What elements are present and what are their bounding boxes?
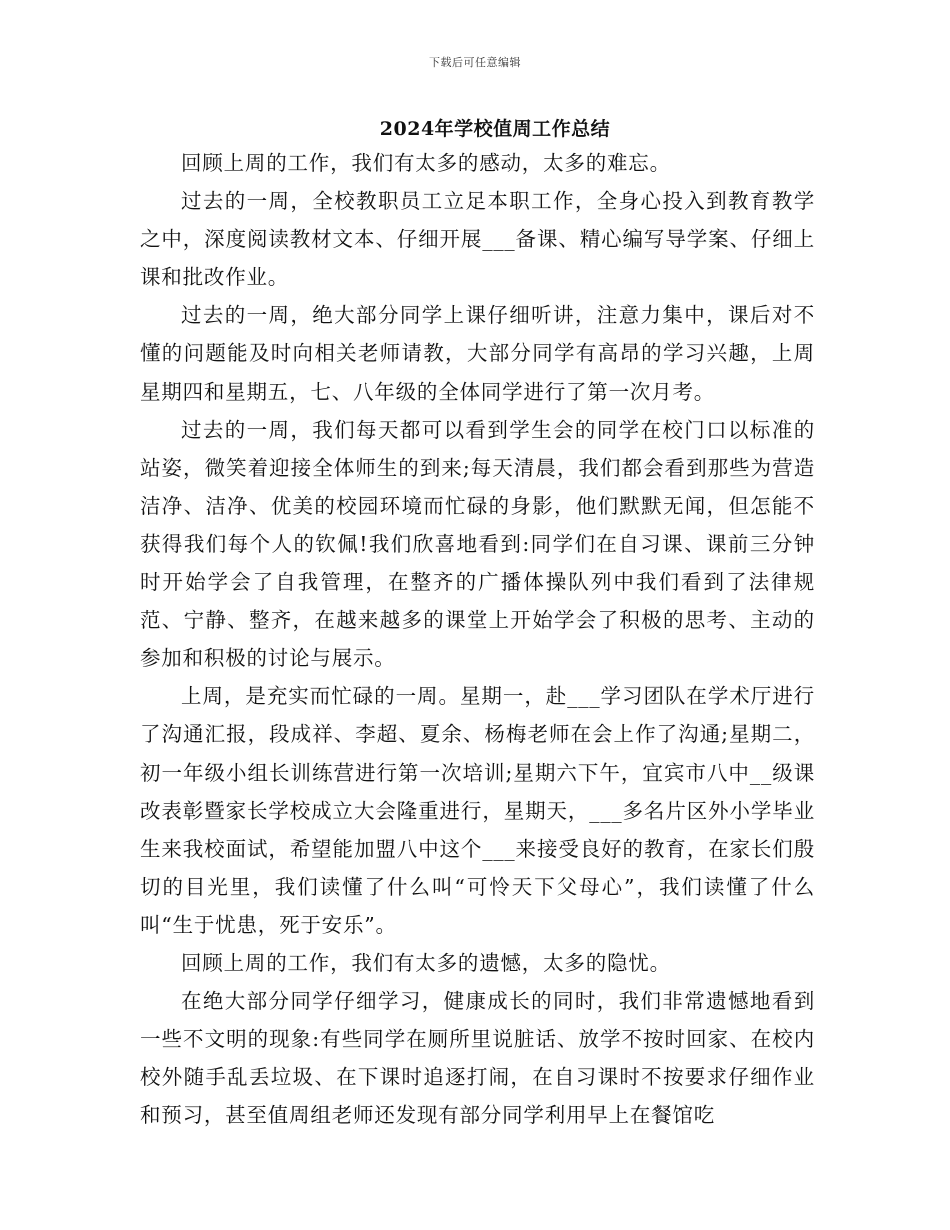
paragraph: 过去的一周，绝大部分同学上课仔细听讲，注意力集中，课后对不懂的问题能及时向相关老师请教，大部分同学有高昂的学习兴趣，上周星期四和星期五，七、八年级的全体同学进行了第一次月考。 <box>140 303 815 404</box>
paragraph: 过去的一周，全校教职员工立足本职工作，全身心投入到教育教学之中，深度阅读教材文本、仔细开展___备课、精心编写导学案、仔细上课和批改作业。 <box>140 189 815 290</box>
paragraph: 在绝大部分同学仔细学习，健康成长的同时，我们非常遗憾地看到一些不文明的现象:有些同学在厕所里说脏话、放学不按时回家、在校内校外随手乱丢垃圾、在下课时追逐打闹，在自习课时不按要求仔细作业和预习，甚至值周组老师还发现有部分同学利用早上在餐馆吃 <box>140 989 815 1128</box>
document-body <box>140 144 815 1134</box>
paragraph: 上周，是充实而忙碌的一周。星期一，赴___学习团队在学术厅进行了沟通汇报，段成祥、李超、夏余、杨梅老师在会上作了沟通;星期二，初一年级小组长训练营进行第一次培训;星期六下午，宜宾市八中__级课改表彰暨家长学校成立大会隆重进行，星期天，___多名片区外小学毕业生来我校面试，希望能加盟八中这个___来接受良好的教育，在家长们殷切的目光里，我们读懂了什么叫“可怜天下父母心”，我们读懂了什么叫“生于忧患，死于安乐”。 <box>140 684 815 937</box>
paragraph: 过去的一周，我们每天都可以看到学生会的同学在校门口以标准的站姿，微笑着迎接全体师生的到来;每天清晨，我们都会看到那些为营造洁净、洁净、优美的校园环境而忙碌的身影，他们默默无闻，但怎能不获得我们每个人的钦佩!我们欣喜地看到:同学们在自习课、课前三分钟时开始学会了自我管理，在整齐的广播体操队列中我们看到了法律规范、宁静、整齐，在越来越多的课堂上开始学会了积极的思考、主动的参加和积极的讨论与展示。 <box>140 417 815 671</box>
document-title: 2024年学校值周工作总结 <box>379 118 611 140</box>
paragraph: 回顾上周的工作，我们有太多的感动，太多的难忘。 <box>181 151 671 175</box>
header-note: 下载后可任意编辑 <box>429 56 521 69</box>
paragraph: 回顾上周的工作，我们有太多的遗憾，太多的隐忧。 <box>181 950 671 975</box>
